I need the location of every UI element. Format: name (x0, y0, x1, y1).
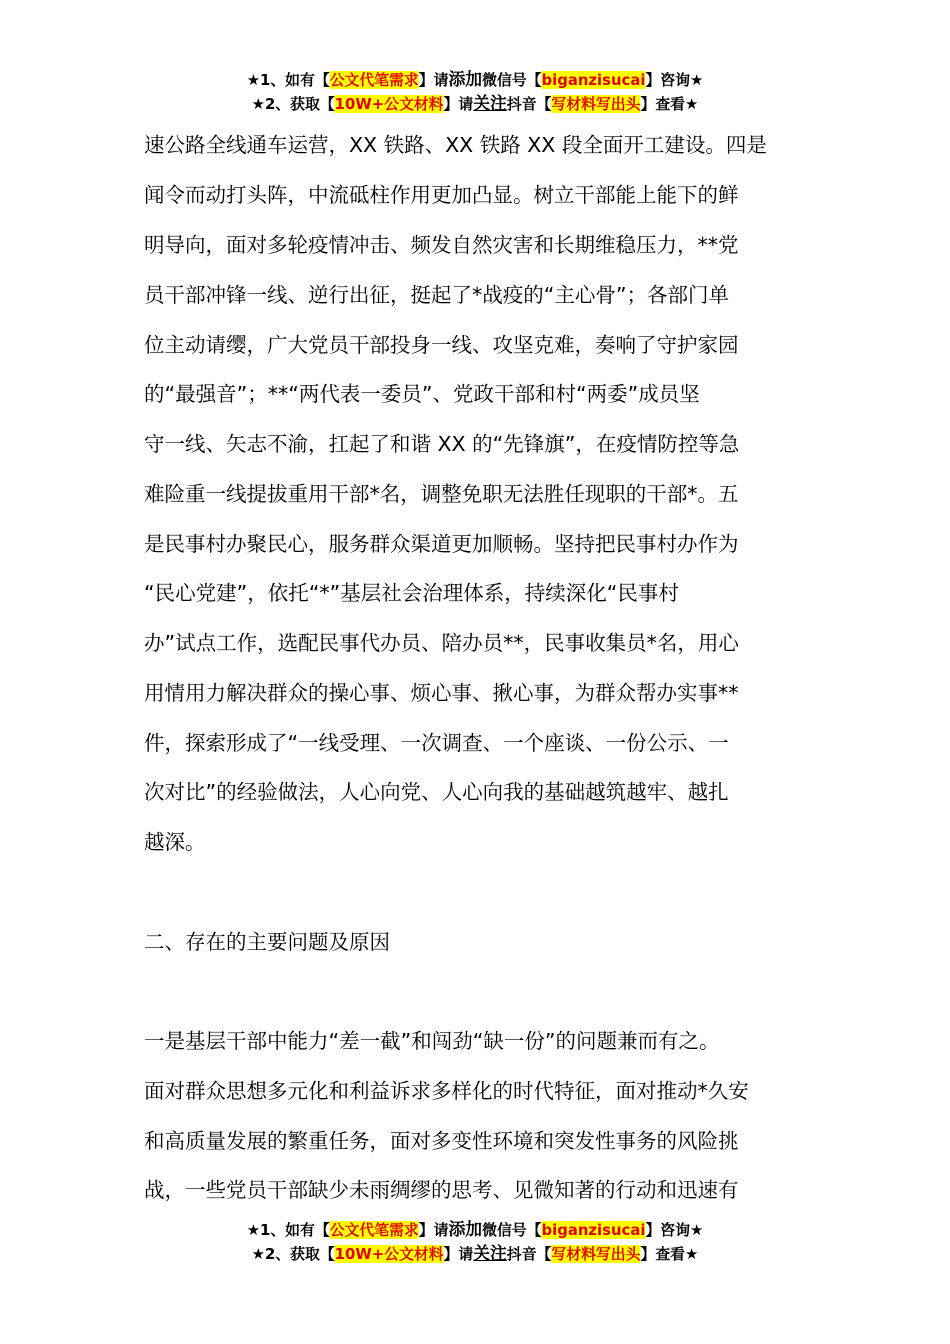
promo-text: ★1、如有【 (246, 71, 330, 89)
promo-highlight: biganzisucai (541, 1221, 646, 1239)
promo-text: 】请 (443, 95, 474, 113)
body-line: 是民事村办聚民心，服务群众渠道更加顺畅。坚持把民事村办作为 (144, 532, 739, 556)
promo-text: 微信号【 (482, 1221, 542, 1239)
promo-highlight: 公文代笔需求 (329, 1221, 419, 1239)
promo-emphasis: 添加 (448, 70, 483, 90)
promo-text: 】查看★ (640, 1245, 699, 1263)
body-line: 速公路全线通车运营，XX 铁路、XX 铁路 XX 段全面开工建设。四是 (144, 133, 767, 157)
section-heading: 二、存在的主要问题及原因 (144, 930, 390, 954)
promo-text: 微信号【 (482, 71, 542, 89)
promo-text: 】咨询★ (645, 71, 704, 89)
body-line: 闻令而动打头阵，中流砥柱作用更加凸显。树立干部能上能下的鲜 (144, 183, 739, 207)
body-line: 员干部冲锋一线、逆行出征，挺起了*战疫的“主心骨”；各部门单 (144, 283, 729, 307)
promo-highlight: 公文代笔需求 (329, 71, 419, 89)
section-line: 和高质量发展的繁重任务，面对多变性环境和突发性事务的风险挑 (144, 1129, 739, 1153)
body-line: 件，探索形成了“一线受理、一次调查、一个座谈、一份公示、一 (144, 731, 729, 755)
promo-text: 抖音【 (506, 95, 552, 113)
promo-text: ★2、获取【 (251, 1245, 335, 1263)
header-promo (0, 68, 950, 116)
body-line: 办”试点工作，选配民事代办员、陪办员**，民事收集员*名，用心 (144, 631, 739, 655)
promo-text: 抖音【 (506, 1245, 552, 1263)
promo-emphasis: 关注 (473, 94, 507, 114)
footer-promo (0, 1218, 950, 1266)
body-line: 位主动请缨，广大党员干部投身一线、攻坚克难，奏响了守护家园 (144, 333, 739, 357)
promo-line-2 (5, 1242, 945, 1266)
promo-line-2 (5, 92, 945, 116)
promo-emphasis: 添加 (448, 1220, 483, 1240)
section-line: 面对群众思想多元化和利益诉求多样化的时代特征，面对推动*久安 (144, 1079, 749, 1103)
promo-highlight: 写材料写出头 (551, 95, 641, 113)
promo-highlight: 10W+公文材料 (334, 1245, 444, 1263)
promo-highlight: 写材料写出头 (551, 1245, 641, 1263)
body-line: 难险重一线提拔重用干部*名，调整免职无法胜任现职的干部*。五 (144, 482, 739, 506)
promo-text: 】请 (418, 71, 449, 89)
promo-text: 】查看★ (640, 95, 699, 113)
promo-line-1 (5, 1218, 945, 1242)
promo-emphasis: 关注 (473, 1244, 507, 1264)
body-line: 用情用力解决群众的操心事、烦心事、揪心事，为群众帮办实事** (144, 681, 739, 705)
promo-text: ★1、如有【 (246, 1221, 330, 1239)
promo-text: ★2、获取【 (251, 95, 335, 113)
body-line: 的“最强音”；**“两代表一委员”、党政干部和村“两委”成员坚 (144, 382, 700, 406)
body-line: 越深。 (144, 830, 206, 854)
promo-text: 】请 (443, 1245, 474, 1263)
section-line: 战，一些党员干部缺少未雨绸缪的思考、见微知著的行动和迅速有 (144, 1178, 739, 1202)
promo-line-1 (5, 68, 945, 92)
body-line: “民心党建”，依托“*”基层社会治理体系，持续深化“民事村 (144, 581, 679, 605)
promo-highlight: biganzisucai (541, 71, 646, 89)
body-line: 守一线、矢志不渝，扛起了和谐 XX 的“先锋旗”，在疫情防控等急 (144, 432, 740, 456)
section-line: 一是基层干部中能力“差一截”和闯劲“缺一份”的问题兼而有之。 (144, 1029, 720, 1053)
body-line: 明导向，面对多轮疫情冲击、频发自然灾害和长期维稳压力，**党 (144, 233, 739, 257)
promo-text: 】请 (418, 1221, 449, 1239)
body-line: 次对比”的经验做法，人心向党、人心向我的基础越筑越牢、越扎 (144, 780, 729, 804)
promo-highlight: 10W+公文材料 (334, 95, 444, 113)
promo-text: 】咨询★ (645, 1221, 704, 1239)
